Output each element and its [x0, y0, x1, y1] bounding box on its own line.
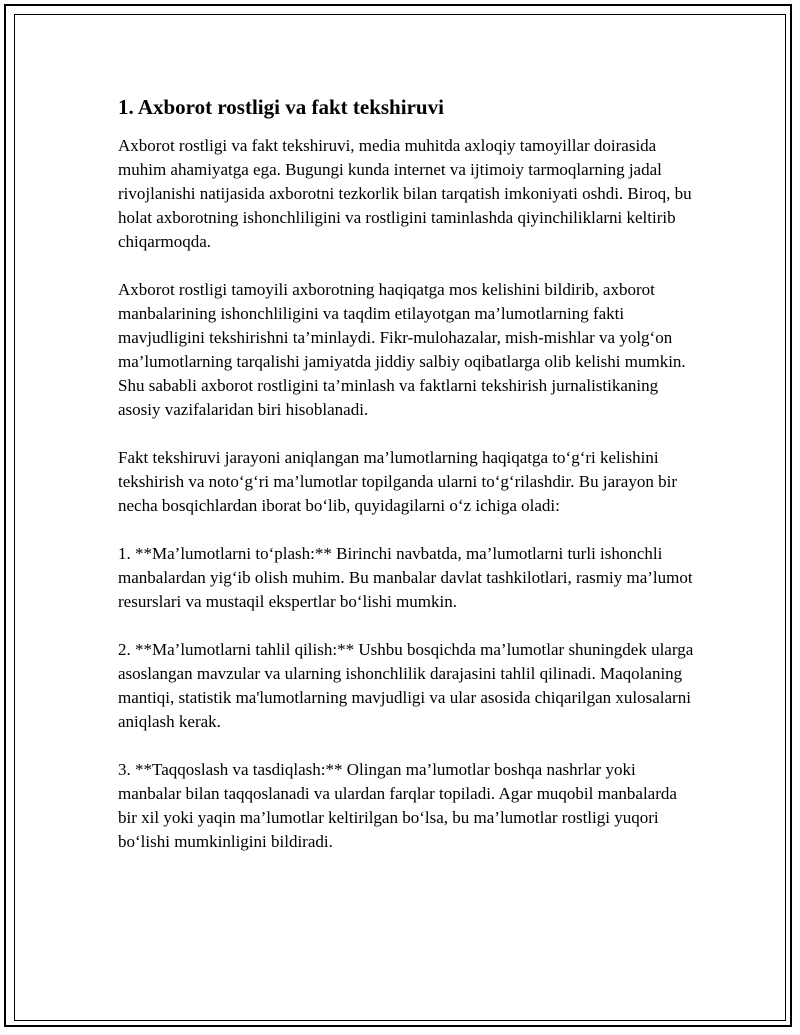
document-body [118, 92, 698, 878]
paragraph-process: Fakt tekshiruvi jarayoni aniqlangan ma’lumotlarning haqiqatga to‘g‘ri kelishini tekshirish va noto‘g‘ri ma’lumotlar topilganda ularni to‘g‘rilashdir. Bu jarayon bir necha bosqichlardan iborat bo‘lib, quyidagilarni o‘z ichiga oladi: [118, 448, 677, 515]
list-item-step-2: 2. **Ma’lumotlarni tahlil qilish:** Ushbu bosqichda ma’lumotlar shuningdek ularga asoslangan mavzular va ularning ishonchlilik darajasini tahlil qilinadi. Maqolaning mantiqi, statistik ma'lumotlarning mavjudligi va ular asosida chiqarilgan xulosalarni aniqlash kerak. [118, 640, 694, 731]
paragraph-intro: Axborot rostligi va fakt tekshiruvi, media muhitda axloqiy tamoyillar doirasida muhim ahamiyatga ega. Bugungi kunda internet va ijtimoiy tarmoqlarning jadal rivojlanishi natijasida axborotni tezkorlik bilan tarqatish imkoniyati oshdi. Biroq, bu holat axborotning ishonchliligini va rostligini taminlashda qiyinchiliklarni keltirib chiqarmoqda. [118, 136, 692, 251]
list-item-step-1: 1. **Ma’lumotlarni to‘plash:** Birinchi navbatda, ma’lumotlarni turli ishonchli manbalardan yig‘ib olish muhim. Bu manbalar davlat tashkilotlari, rasmiy ma’lumot resurslari va mustaqil ekspertlar bo‘lishi mumkin. [118, 544, 693, 611]
section-title: 1. Axborot rostligi va fakt tekshiruvi [118, 95, 444, 119]
paragraph-principle: Axborot rostligi tamoyili axborotning haqiqatga mos kelishini bildirib, axborot manbalarining ishonchliligini va taqdim etilayotgan ma’lumotlarning fakti mavjudligini tekshirishni ta’minlaydi. Fikr-mulohazalar, mish-mishlar va yolg‘on ma’lumotlarning tarqalishi jamiyatda jiddiy salbiy oqibatlarga olib kelishi mumkin. Shu sababli axborot rostligini ta’minlash va faktlarni tekshirish jurnalistikaning asosiy vazifalaridan biri hisoblanadi. [118, 280, 686, 419]
list-item-step-3: 3. **Taqqoslash va tasdiqlash:** Olingan ma’lumotlar boshqa nashrlar yoki manbalar bilan taqqoslanadi va ulardan farqlar topiladi. Agar muqobil manbalarda bir xil yoki yaqin ma’lumotlar keltirilgan bo‘lsa, bu ma’lumotlar rostligi yuqori bo‘lishi mumkinligini bildiradi. [118, 760, 677, 851]
